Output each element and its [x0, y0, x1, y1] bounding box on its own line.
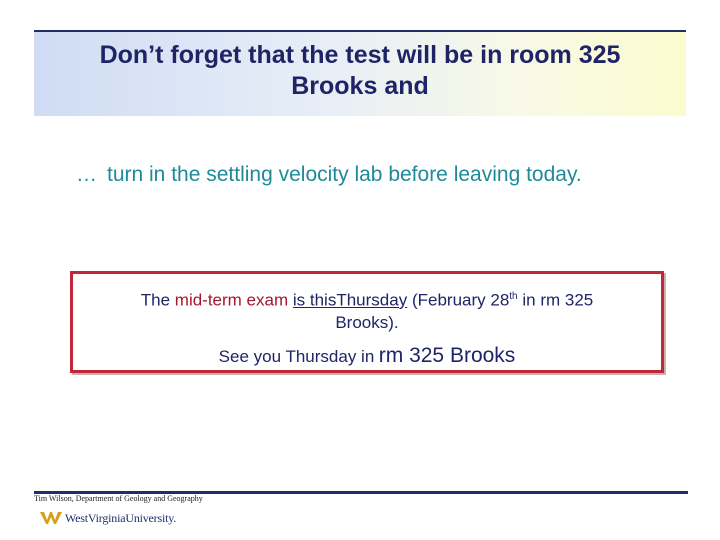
ellipsis: …	[76, 163, 97, 186]
announcement-date: (February 28	[411, 290, 510, 310]
title-top-rule	[34, 30, 686, 32]
slide-title	[34, 40, 686, 102]
title-line-2: Brooks and	[291, 72, 429, 100]
announcement-box	[70, 271, 664, 373]
announcement-thursday: Thursday	[336, 290, 408, 310]
announcement-room: in rm 325	[522, 290, 594, 310]
title-line-1: Don’t forget that the test will be in room 325	[99, 41, 621, 69]
announcement-midterm: mid-term exam	[174, 290, 289, 310]
see-you-text: See you Thursday in	[218, 347, 375, 366]
announcement-is-this: is this	[292, 290, 337, 310]
announcement-building: Brooks).	[335, 312, 399, 332]
wvu-logo	[40, 508, 176, 528]
flying-wv-icon	[40, 511, 62, 525]
reminder-text: turn in the settling velocity lab before leaving today.	[107, 163, 582, 186]
announcement-line-1	[73, 286, 661, 334]
room-emphasis: rm 325 Brooks	[378, 344, 516, 367]
footer-credit: Tim Wilson, Department of Geology and Geography	[34, 494, 203, 503]
reminder-note	[76, 163, 582, 187]
wvu-wordmark: WestVirginiaUniversity.	[65, 510, 177, 525]
announcement-line-2	[73, 344, 661, 368]
announcement-word-the: The	[140, 290, 171, 310]
announcement-date-sup: th	[509, 291, 518, 302]
